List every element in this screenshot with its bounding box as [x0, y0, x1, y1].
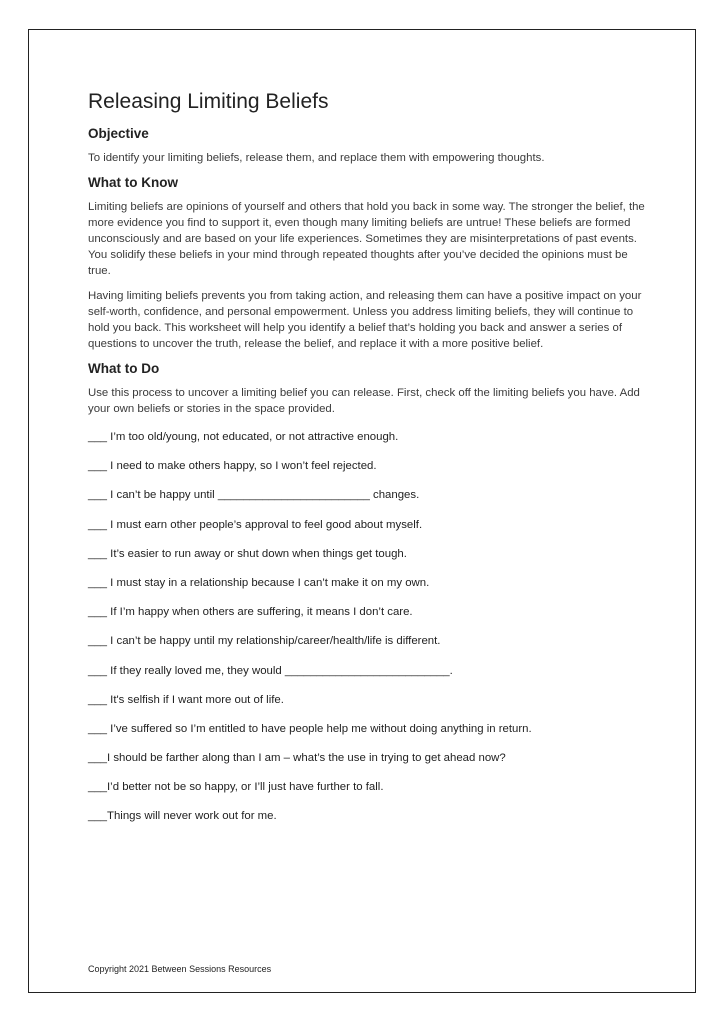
what-to-know-paragraph-1: Limiting beliefs are opinions of yourself and others that hold you back in some way. The stronger the belief, the more evidence you find to support it, even though many limiting beliefs are untrue! These beliefs are formed unconsciously and are based on your life experiences. Sometimes they are misinterpretations of past events. You solidify these beliefs in your mind through repeated thoughts after you’ve decided the opinions must be true. [88, 201, 645, 277]
worksheet-content [88, 90, 648, 838]
objective-text: To identify your limiting beliefs, release them, and replace them with empowering thoughts. [88, 152, 545, 164]
belief-item[interactable]: ___I should be farther along than I am – what’s the use in trying to get ahead now? [88, 752, 506, 765]
belief-item[interactable]: ___ If I’m happy when others are suffering, it means I don’t care. [88, 606, 413, 619]
page-title: Releasing Limiting Beliefs [88, 90, 329, 113]
belief-item[interactable]: ___ It’s easier to run away or shut down when things get tough. [88, 547, 407, 560]
what-to-know-paragraph-2: Having limiting beliefs prevents you from taking action, and releasing them can have a positive impact on your self-worth, confidence, and personal empowerment. Unless you address limiting beliefs, they will continue to hold you back. This worksheet will help you identify a belief that’s holding you back and answer a series of questions to uncover the truth, release the belief, and replace it with a more positive belief. [88, 290, 642, 350]
belief-item[interactable]: ___ I’m too old/young, not educated, or not attractive enough. [88, 431, 399, 443]
objective-heading: Objective [88, 126, 149, 141]
belief-item[interactable]: ___ I can’t be happy until ________________________ changes. [88, 489, 420, 502]
belief-checklist [88, 429, 648, 838]
belief-item[interactable]: ___I’d better not be so happy, or I’ll just have further to fall. [88, 781, 384, 794]
belief-item[interactable]: ___ If they really loved me, they would __________________________. [88, 664, 453, 677]
copyright-footer: Copyright 2021 Between Sessions Resources [88, 964, 272, 974]
belief-item[interactable]: ___ I must stay in a relationship because I can’t make it on my own. [88, 576, 430, 589]
belief-item[interactable]: ___Things will never work out for me. [88, 810, 277, 823]
what-to-do-intro: Use this process to uncover a limiting belief you can release. First, check off the limiting beliefs you have. Add your own beliefs or stories in the space provided. [88, 387, 640, 415]
what-to-do-heading: What to Do [88, 361, 160, 376]
belief-item[interactable]: ___ I can’t be happy until my relationship/career/health/life is different. [88, 635, 441, 648]
belief-item[interactable]: ___ I must earn other people’s approval to feel good about myself. [88, 518, 423, 531]
belief-item[interactable]: ___ I’ve suffered so I’m entitled to have people help me without doing anything in return. [88, 722, 532, 735]
belief-item[interactable]: ___ I need to make others happy, so I won’t feel rejected. [88, 460, 377, 473]
belief-item[interactable]: ___ It's selfish if I want more out of life. [88, 693, 284, 706]
what-to-know-heading: What to Know [88, 175, 178, 190]
